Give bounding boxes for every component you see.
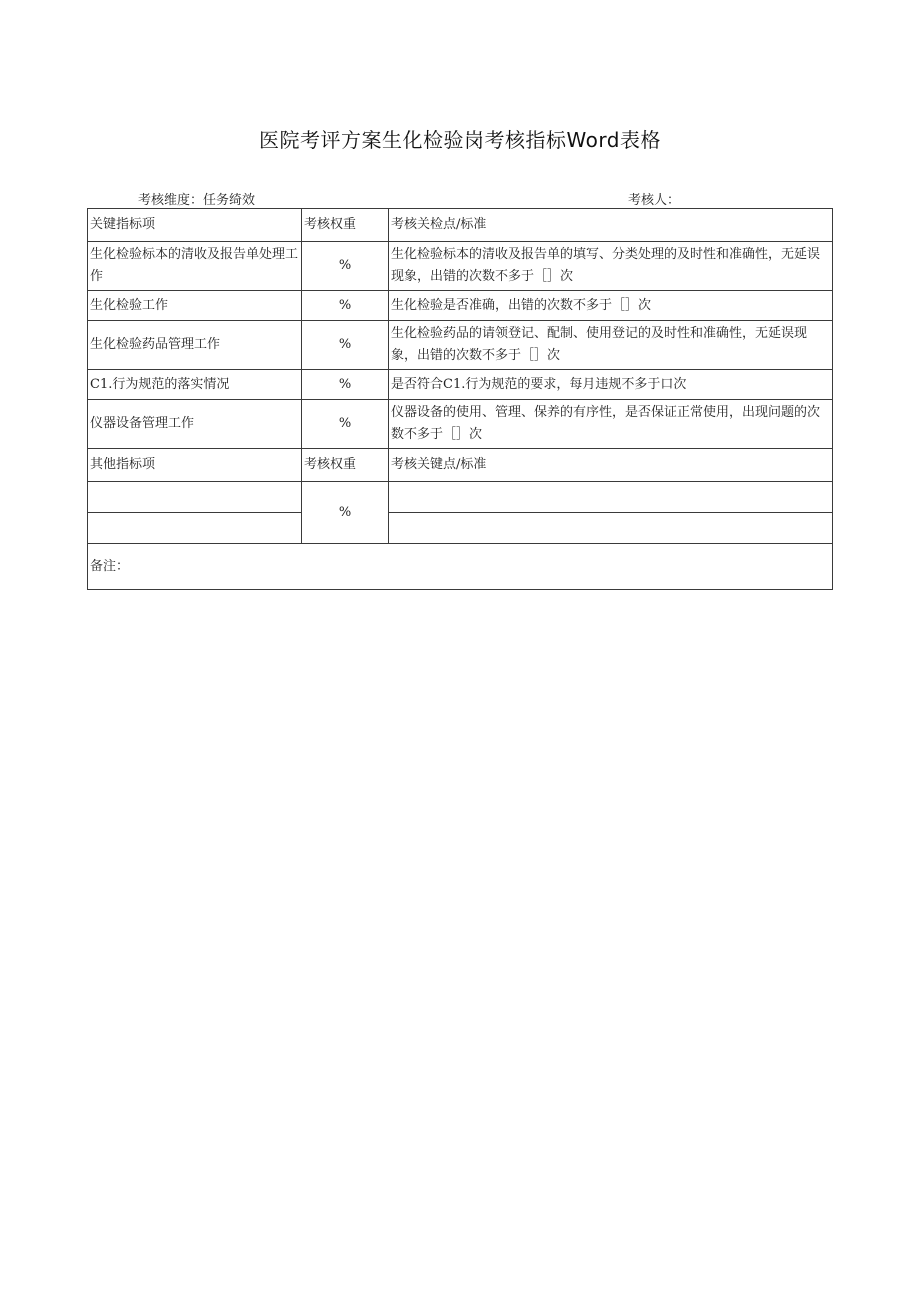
weight-cell: %: [302, 321, 389, 370]
other-header-row: [88, 449, 833, 482]
table-row: [88, 482, 833, 513]
note-cell: 备注：: [88, 544, 833, 590]
standard-cell: 是否符合C1.行为规范的要求，每月违规不多于口次: [389, 370, 833, 400]
standard-cell: 生化检验是否准确，出错的次数不多于［］次: [389, 291, 833, 321]
other-standard-header: 考核关键点/标准: [389, 449, 833, 482]
indicator-item-cell: 生化检验标本的清收及报告单处理工作: [88, 242, 302, 291]
key-item-header: 关键指标项: [88, 209, 302, 242]
standard-cell: 仪器设备的使用、管理、保养的有序性，是否保证正常使用，出现问题的次数不多于［］次: [389, 400, 833, 449]
assessor-label: 考核人：: [628, 193, 681, 208]
weight-cell: %: [302, 400, 389, 449]
other-item-cell: [88, 513, 302, 544]
indicator-item-cell: 生化检验药品管理工作: [88, 321, 302, 370]
table-row: [88, 291, 833, 321]
weight-cell: %: [302, 242, 389, 291]
indicator-item-cell: 仪器设备管理工作: [88, 400, 302, 449]
other-weight-cell: %: [302, 482, 389, 544]
key-standard-header: 考核关检点/标准: [389, 209, 833, 242]
table-row: [88, 370, 833, 400]
other-item-cell: [88, 482, 302, 513]
assessment-table: [87, 208, 833, 590]
page-title: 医院考评方案生化检验岗考核指标Word表格: [259, 128, 661, 152]
weight-cell: %: [302, 291, 389, 321]
other-standard-cell: [389, 482, 833, 513]
other-item-header: 其他指标项: [88, 449, 302, 482]
other-standard-cell: [389, 513, 833, 544]
weight-cell: %: [302, 370, 389, 400]
note-row: [88, 544, 833, 590]
standard-cell: 生化检验标本的清收及报告单的填写、分类处理的及时性和准确性，无延误现象，出错的次数不多于［］次: [389, 242, 833, 291]
assessment-dimension-label: 考核维度：任务绮效: [138, 193, 256, 208]
indicator-item-cell: 生化检验工作: [88, 291, 302, 321]
table-row: [88, 400, 833, 449]
key-header-row: [88, 209, 833, 242]
table-row: [88, 321, 833, 370]
other-weight-header: 考核权重: [302, 449, 389, 482]
standard-cell: 生化检验药品的请领登记、配制、使用登记的及时性和准确性，无延误现象，出错的次数不多于［］次: [389, 321, 833, 370]
indicator-item-cell: C1.行为规范的落实情况: [88, 370, 302, 400]
table-row: [88, 242, 833, 291]
key-weight-header: 考核权重: [302, 209, 389, 242]
table-row: [88, 513, 833, 544]
